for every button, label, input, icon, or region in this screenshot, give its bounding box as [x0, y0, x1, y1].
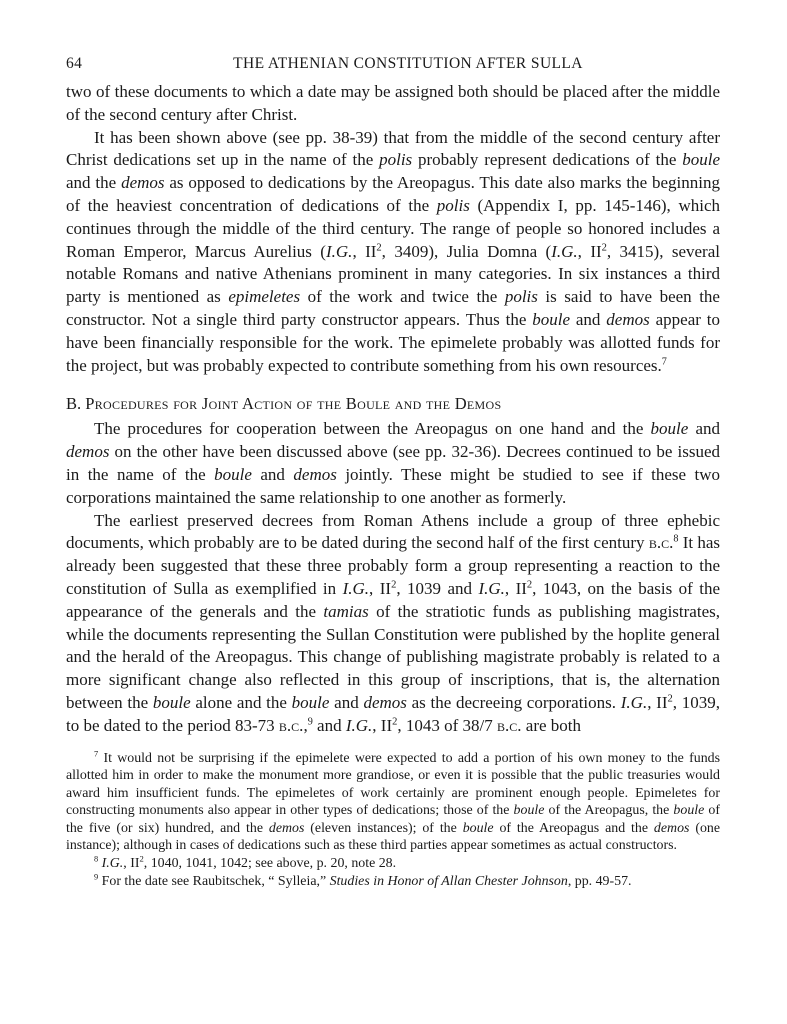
- section-letter: B.: [66, 394, 82, 414]
- running-title: THE ATHENIAN CONSTITUTION AFTER SULLA: [233, 55, 583, 72]
- body-paragraph: It has been shown above (see pp. 38-39) that from the middle of the second century after Christ dedications set up in the name of the polis probably represent dedications of the boule and the demos as opposed to dedications by the Areopagus. This date also marks the beginning of the heaviest concentration of dedications of the polis (Appendix I, pp. 145-146), which continues through the middle of the third century. The range of people so honored includes a Roman Emperor, Marcus Aurelius (I.G., $II^2$, 3409), Julia Domna (I.G., $II^2$, 3415), several notable Romans and native Athenians prominent in many categories. In six instances a third party is mentioned as epimeletes of the work and twice the polis is said to have been the constructor. Not a single third party constructor appears. Thus the boule and demos appear to have been financially responsible for the work. The epimelete probably was allotted funds for the project, but was probably expected to contribute something from his own resources.$^7$: [66, 127, 721, 375]
- section-title: Procedures for Joint Action of the Boule and the Demos: [85, 394, 502, 414]
- running-header: [66, 55, 720, 81]
- footnote: $^9$ For the date see Raubitschek, “ Sylleia,” Studies in Honor of Allan Chester Johnson, pp. 49-57.: [94, 872, 632, 889]
- body-paragraph: The earliest preserved decrees from Roman Athens include a group of three ephebic documents, which probably are to be dated during the second half of the first century b.c.$^8$ It has already been suggested that these three probably form a group representing a reaction to the constitution of Sulla as exemplified in I.G., $II^2$, 1039 and I.G., $II^2$, 1043, on the basis of the appearance of the generals and the tamias of the stratiotic funds as publishing magistrates, while the documents representing the Sullan Constitution were published by the hoplite general and the herald of the Areopagus. This change of publishing magistrate probably is related to a more significant change also reflected in this group of inscriptions, that is, the alternation between the boule alone and the boule and demos as the decreeing corporations. I.G., $II^2$, 1039, to be dated to the period 83-73 b.c.,$^9$ and I.G., $II^2$, 1043 of 38/7 b.c. are both: [66, 510, 721, 735]
- page-number: 64: [66, 55, 83, 72]
- footnote: $^7$ It would not be surprising if the epimelete were expected to add a portion of his own money to the funds allotted him in order to make the monument more grandiose, or even it is possible that the public treasuries would award him insufficient funds. The epimeletes of work certainly are prominent enough people. Epimeletes for constructing monuments also appear in other types of dedications; those of the boule of the Areopagus, the boule of the five (or six) hundred, and the demos (eleven instances); of the boule of the Areopagus and the demos (one instance); although in cases of dedications such as these third parties appear sometimes as actual constructors.: [66, 748, 720, 854]
- section-heading: [66, 393, 720, 415]
- paragraphs-before-section: [66, 81, 720, 377]
- paragraphs-in-section: [66, 418, 720, 737]
- footnotes: [66, 750, 720, 891]
- main-text: [66, 81, 720, 738]
- body-paragraph: two of these documents to which a date may be assigned both should be placed after the middle of the second century after Christ.: [66, 82, 720, 124]
- body-paragraph: The procedures for cooperation between the Areopagus on one hand and the boule and demos on the other have been discussed above (see pp. 32-36). Decrees continued to be issued in the name of the boule and demos jointly. These might be studied to see if these two corporations maintained the same relationship to one another as formerly.: [66, 419, 720, 507]
- footnote: $^8$ I.G., $II^2$, 1040, 1041, 1042; see above, p. 20, note 28.: [94, 853, 397, 872]
